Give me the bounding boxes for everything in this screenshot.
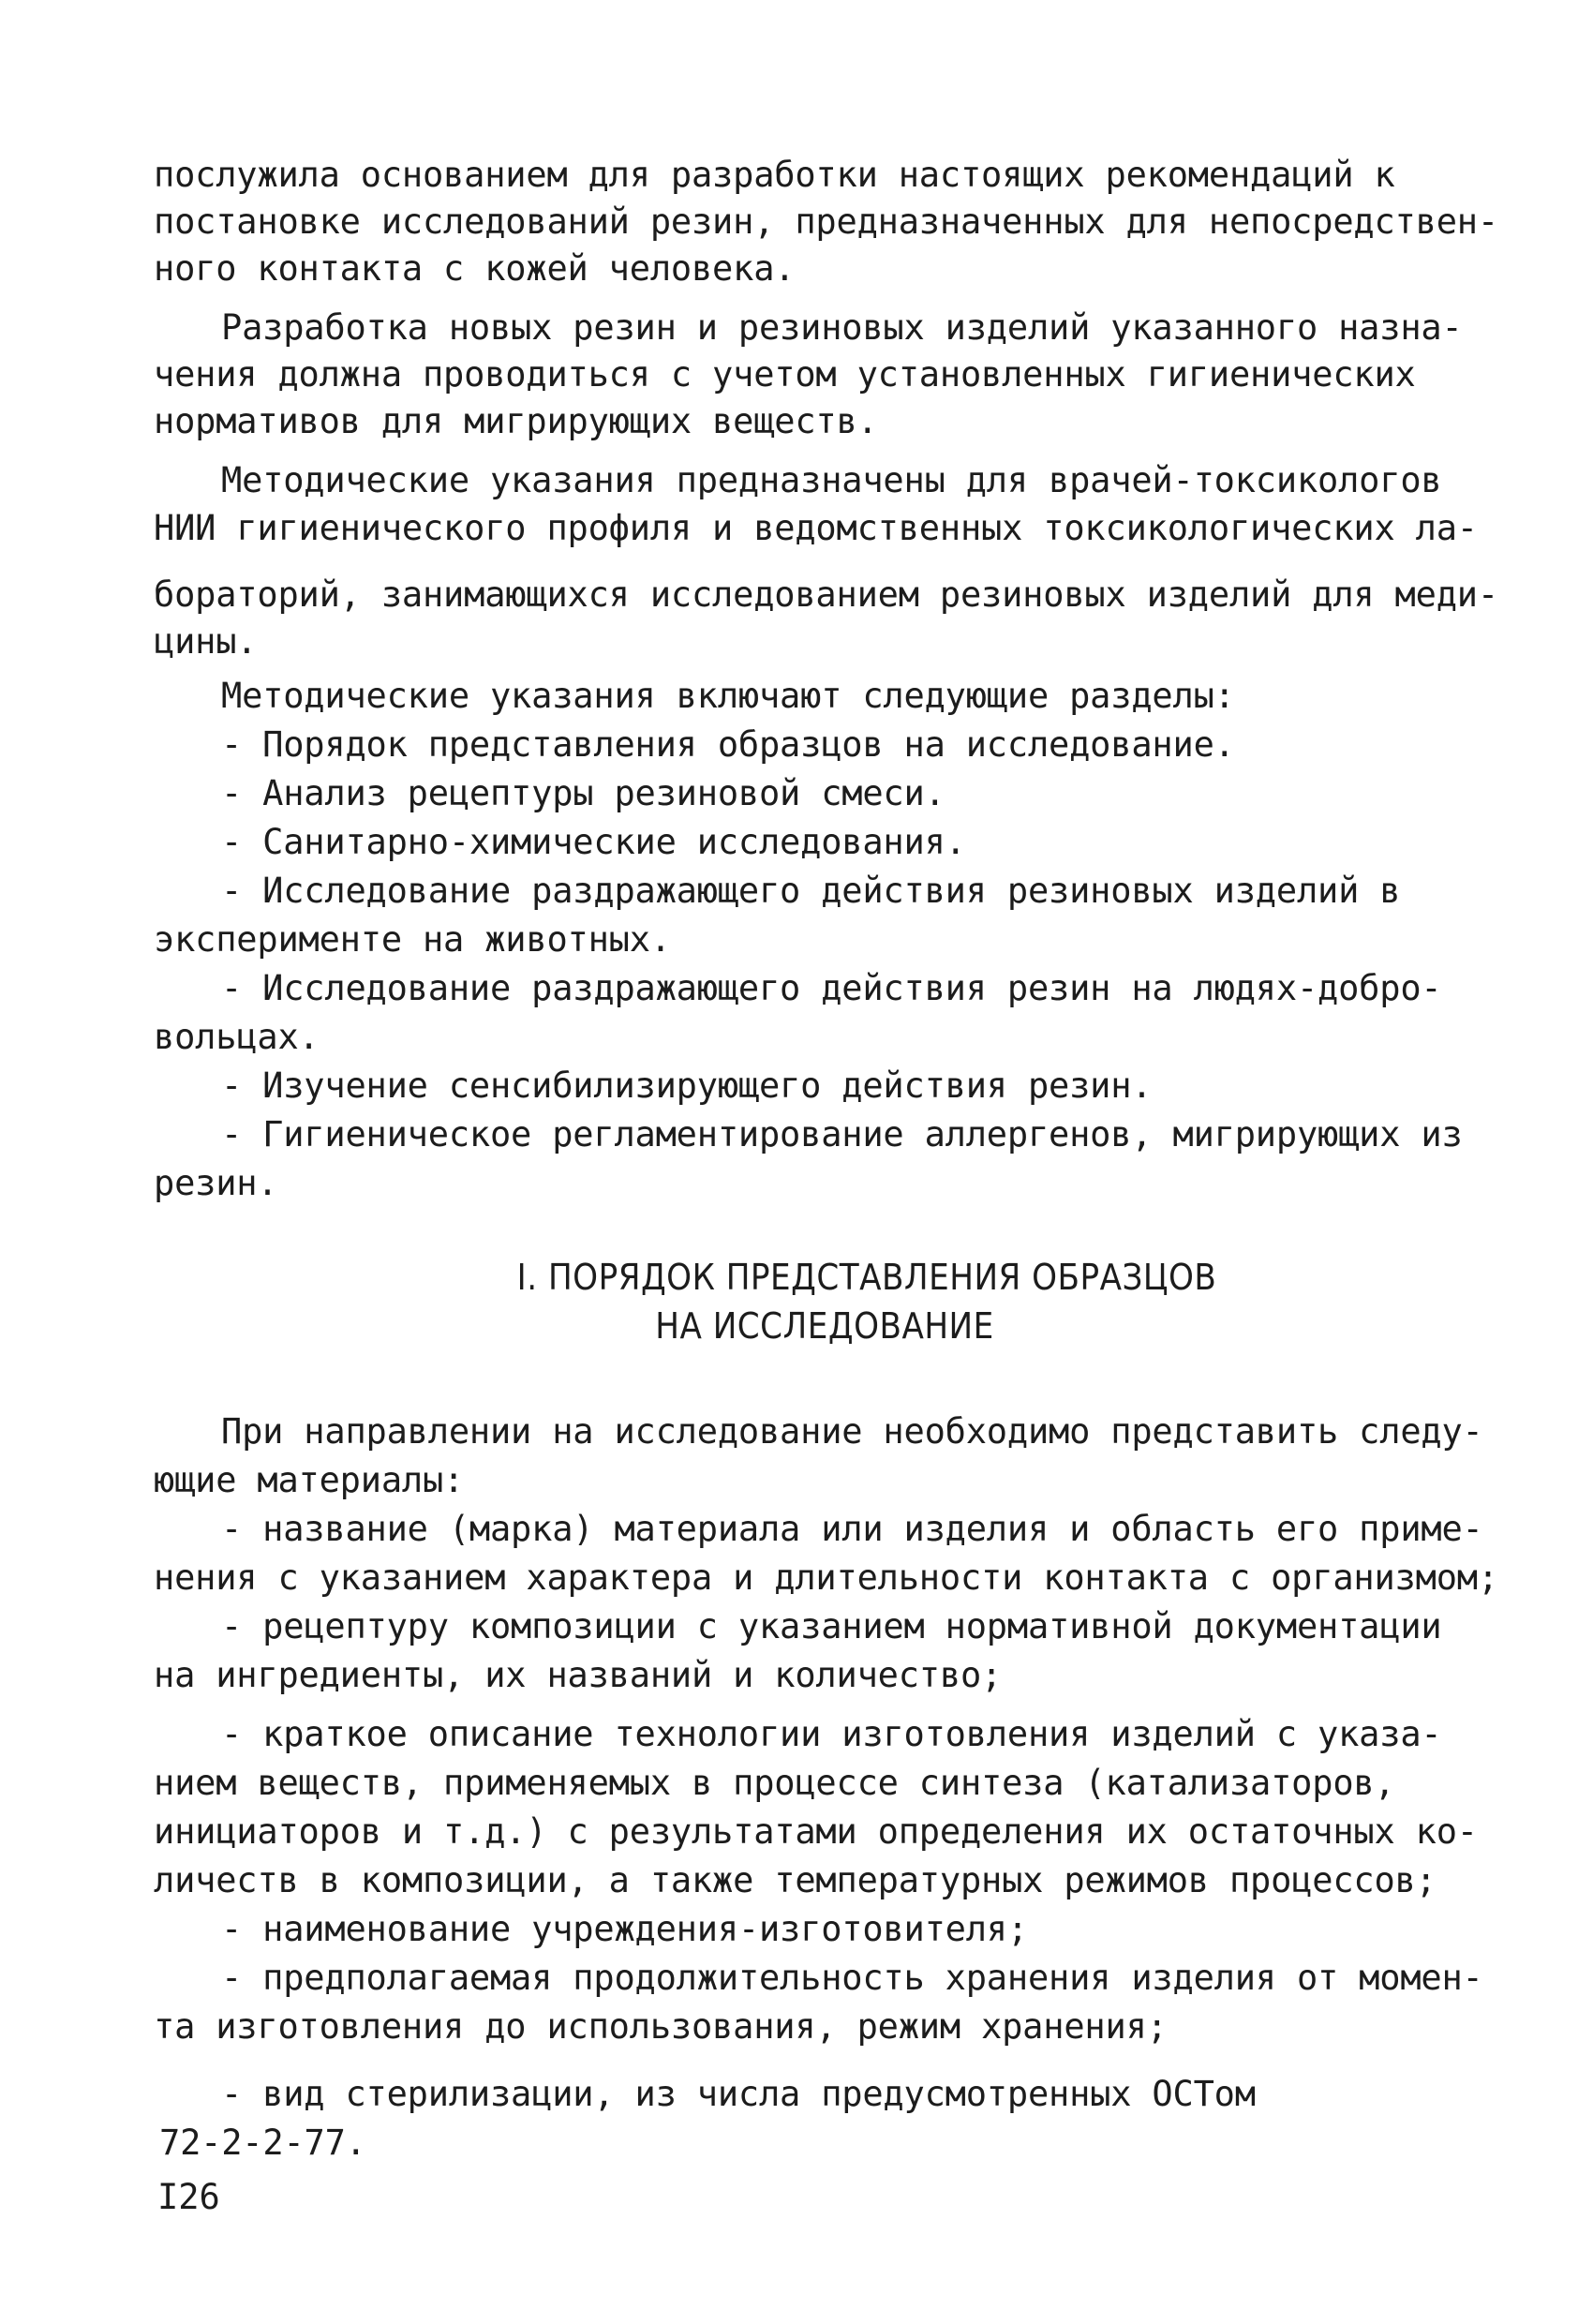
list-item: - Порядок представления образцов на исследование. bbox=[221, 724, 1235, 765]
list-item: - Санитарно-химические исследования. bbox=[221, 822, 966, 862]
text-line: ного контакта с кожей человека. bbox=[154, 248, 796, 289]
list-item: - краткое описание технологии изготовления изделий с указа- bbox=[221, 1714, 1442, 1754]
list-item: эксперименте на животных. bbox=[154, 919, 671, 960]
page-number: I26 bbox=[157, 2177, 220, 2217]
text-line: постановке исследований резин, предназначенных для непосредствен- bbox=[154, 201, 1498, 242]
text-line: та изготовления до использования, режим хранения; bbox=[154, 2006, 1168, 2047]
text-line: бораторий, занимающихся исследованием резиновых изделий для меди- bbox=[154, 574, 1498, 615]
text-line: Разработка новых резин и резиновых изделий указанного назна- bbox=[221, 307, 1463, 348]
section-heading: I. ПОРЯДОК ПРЕДСТАВЛЕНИЯ ОБРАЗЦОВ bbox=[516, 1257, 1217, 1298]
list-item: - Гигиеническое регламентирование аллергенов, мигрирующих из bbox=[221, 1114, 1463, 1155]
list-item: - Исследование раздражающего действия резиновых изделий в bbox=[221, 871, 1401, 911]
text-line: нормативов для мигрирующих веществ. bbox=[154, 401, 878, 441]
text-line: чения должна проводиться с учетом установленных гигиенических bbox=[154, 354, 1416, 395]
list-item: - предполагаемая продолжительность хранения изделия от момен- bbox=[221, 1958, 1483, 1998]
list-item: - Изучение сенсибилизирующего действия резин. bbox=[221, 1065, 1153, 1106]
list-item: - Исследование раздражающего действия резин на людях-добро- bbox=[221, 968, 1442, 1008]
text-line: на ингредиенты, их названий и количество; bbox=[154, 1655, 1003, 1695]
list-item: резин. bbox=[154, 1163, 278, 1203]
text-line: нием веществ, применяемых в процессе синтеза (катализаторов, bbox=[154, 1763, 1395, 1803]
text-line: нения с указанием характера и длительности контакта с организмом; bbox=[154, 1557, 1498, 1598]
list-item: - Анализ рецептуры резиновой смеси. bbox=[221, 773, 945, 813]
text-line: НИИ гигиенического профиля и ведомственных токсикологических ла- bbox=[154, 508, 1478, 548]
text-line: Методические указания предназначены для врачей-токсикологов bbox=[221, 460, 1442, 500]
text-line: ющие материалы: bbox=[154, 1460, 465, 1500]
text-line: Методические указания включают следующие разделы: bbox=[221, 676, 1235, 716]
text-line: личеств в композиции, а также температурных режимов процессов; bbox=[154, 1860, 1437, 1900]
text-line: послужила основанием для разработки настоящих рекомендаций к bbox=[154, 155, 1395, 195]
text-line: 72-2-2-77. bbox=[159, 2123, 366, 2163]
list-item: - наименование учреждения-изготовителя; bbox=[221, 1909, 1028, 1949]
list-item: вольцах. bbox=[154, 1017, 320, 1057]
text-line: цины. bbox=[154, 621, 258, 662]
list-item: - вид стерилизации, из числа предусмотренных ОСТом bbox=[221, 2074, 1256, 2114]
text-line: инициаторов и т.д.) с результатами определения их остаточных ко- bbox=[154, 1811, 1478, 1852]
section-heading: НА ИССЛЕДОВАНИЕ bbox=[655, 1305, 994, 1347]
list-item: - название (марка) материала или изделия и область его приме- bbox=[221, 1509, 1483, 1549]
text-line: При направлении на исследование необходимо представить следу- bbox=[221, 1411, 1483, 1452]
list-item: - рецептуру композиции с указанием нормативной документации bbox=[221, 1606, 1442, 1646]
